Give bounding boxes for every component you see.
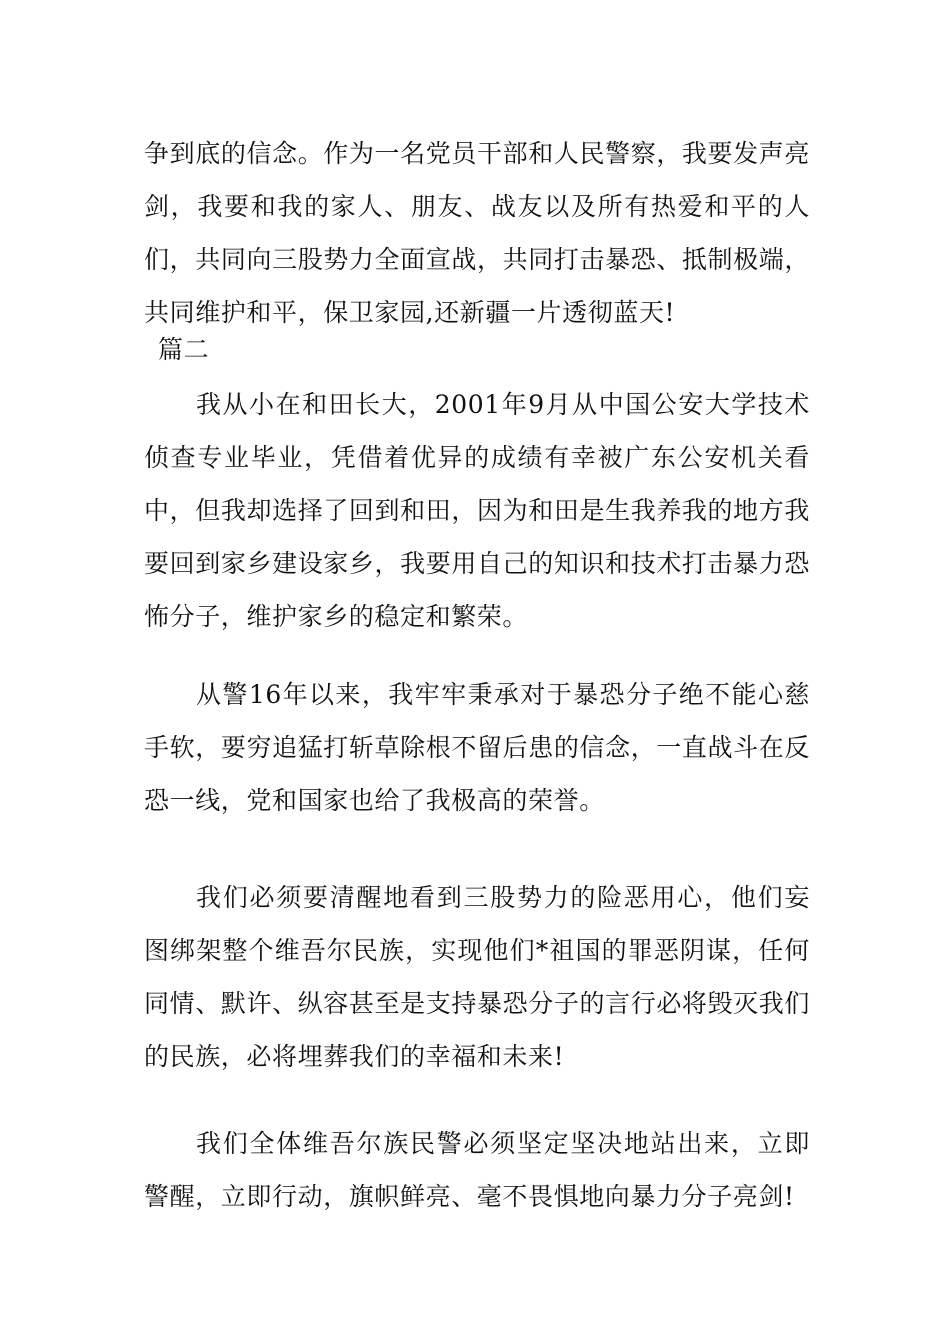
- paragraph-3: 从警16年以来，我牢牢秉承对于暴恐分子绝不能心慈手软，要穷追猛打斩草除根不留后患的信念，一直战斗在反恐一线，党和国家也给了我极高的荣誉。: [144, 680, 810, 815]
- section-heading: 篇二: [158, 335, 210, 364]
- paragraph-5: 我们全体维吾尔族民警必须坚定坚决地站出来，立即警醒，立即行动，旗帜鲜亮、毫不畏惧地向暴力分子亮剑!: [144, 1129, 810, 1211]
- paragraph-2: 我从小在和田长大，2001年9月从中国公安大学技术侦查专业毕业，凭借着优异的成绩有幸被广东公安机关看中，但我却选择了回到和田，因为和田是生我养我的地方我要回到家乡建设家乡，我要用自己的知识和技术打击暴力恐怖分子，维护家乡的稳定和繁荣。: [144, 390, 810, 631]
- paragraph-4: 我们必须要清醒地看到三股势力的险恶用心，他们妄图绑架整个维吾尔民族，实现他们*祖国的罪恶阴谋，任何同情、默许、纵容甚至是支持暴恐分子的言行必将毁灭我们的民族，必将埋葬我们的幸福和未来!: [144, 883, 810, 1071]
- paragraph-1: 争到底的信念。作为一名党员干部和人民警察，我要发声亮剑，我要和我的家人、朋友、战友以及所有热爱和平的人们，共同向三股势力全面宣战，共同打击暴恐、抵制极端，共同维护和平，保卫家园,还新疆一片透彻蓝天!: [144, 139, 810, 327]
